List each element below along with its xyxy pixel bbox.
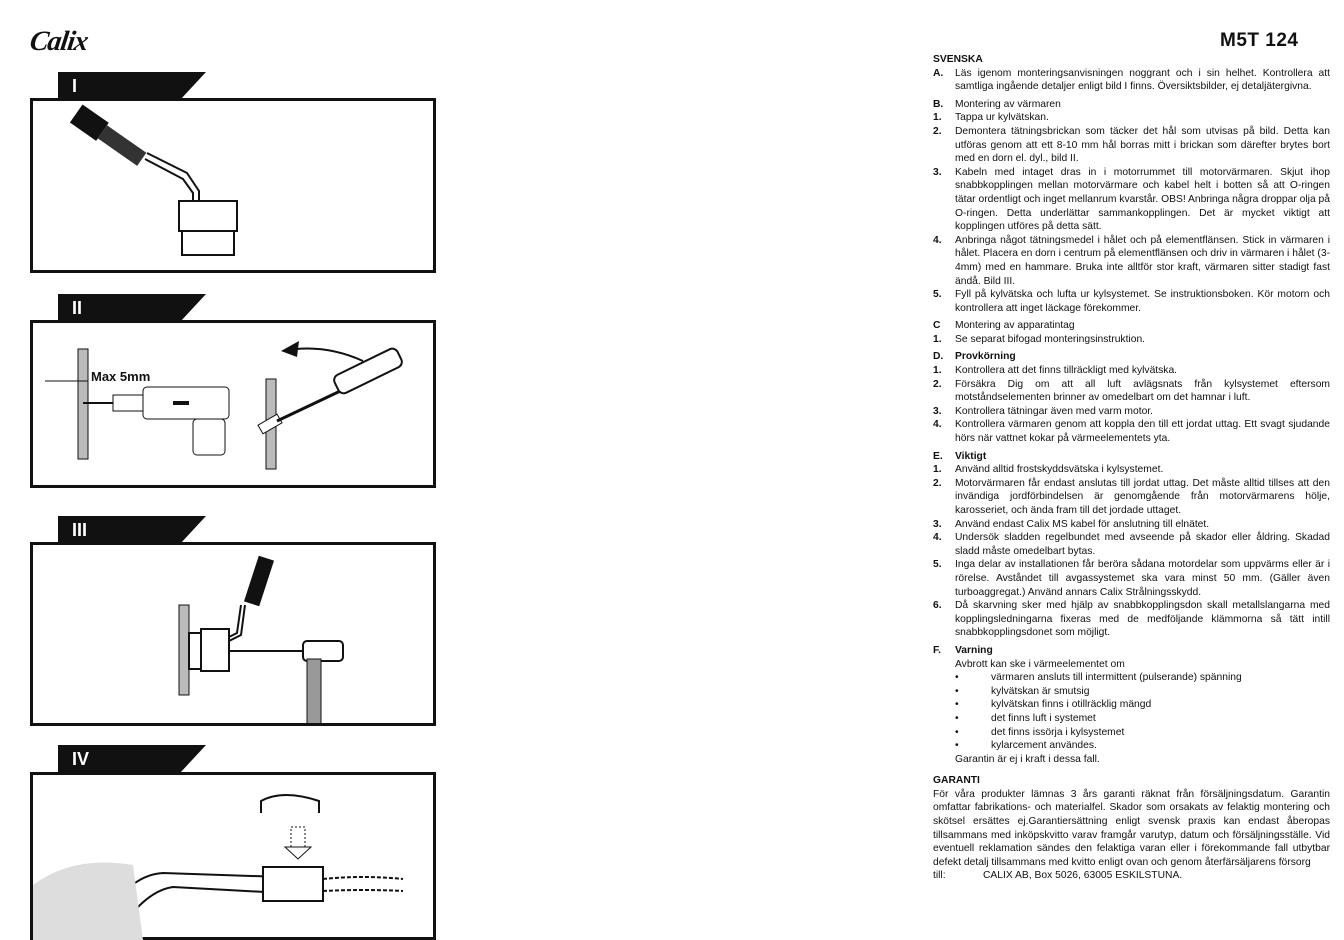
heater-install-illustration (33, 545, 433, 723)
item-text: kylarcement användes. (991, 740, 1097, 752)
item-number: 2. (933, 378, 942, 390)
warranty-address (933, 869, 1330, 883)
list-item (933, 364, 1330, 378)
bullet: • (955, 672, 959, 684)
instruction-text (933, 53, 1330, 883)
item-text: Fyll på kylvätska och lufta ur kylsystemet. Se instruktionsboken. Kör motorn och kontrollera att inget läckage förekommer. (955, 289, 1330, 314)
item-number: 2. (933, 125, 942, 137)
list-item (933, 125, 1330, 166)
list-item (933, 418, 1330, 445)
till-label: till: (933, 870, 946, 882)
list-item (933, 685, 1330, 699)
item-text: Använd alltid frostskyddsvätska i kylsystemet. (955, 464, 1164, 476)
section-key: D. (933, 351, 944, 363)
list-item (933, 234, 1330, 288)
list-item (933, 166, 1330, 234)
item-text: Tappa ur kylvätskan. (955, 112, 1049, 124)
section-title: Viktigt (955, 450, 987, 462)
list-item (933, 111, 1330, 125)
item-number: 1. (933, 333, 942, 345)
section-d-heading (933, 350, 1330, 364)
coupling-clip-illustration (33, 775, 433, 940)
item-text: värmaren ansluts till intermittent (pulserande) spänning (991, 672, 1242, 684)
address-text: CALIX AB, Box 5026, 63005 ESKILSTUNA. (983, 870, 1183, 882)
panel-label-text: IV (72, 749, 90, 769)
item-number: 3. (933, 166, 942, 178)
figure-panel-ii (30, 320, 436, 488)
calix-logo: Calix (27, 26, 90, 57)
list-item (933, 405, 1330, 419)
list-item (933, 378, 1330, 405)
item-number: 5. (933, 289, 942, 301)
list-item (933, 599, 1330, 640)
item-number: 3. (933, 405, 942, 417)
section-text: Läs igenom monteringsanvisningen noggrant och i sin helhet. Kontrollera att samtliga ingående detaljer enligt bild I finns. Översiktsbilder, ej detaljätergivna. (955, 67, 1330, 93)
section-c-heading (933, 319, 1330, 333)
heater-illustration (33, 101, 433, 270)
item-number: 6. (933, 600, 942, 612)
item-text: det finns issörja i kylsystemet (991, 726, 1125, 738)
list-item (933, 333, 1330, 347)
section-title: Varning (955, 644, 993, 656)
item-text: Då skarvning sker med hjälp av snabbkopplingsdon skall metallslangarna med kopplingsledningarna fixeras med de medföljande klämmorna så tätt intill snabbkopplingsdonet som möjligt. (955, 600, 1330, 639)
item-text: Undersök sladden regelbundet med avseende på skador eller åldring. Skadad sladd måste omedelbart bytas. (955, 532, 1330, 557)
max-5mm-annotation: Max 5mm (91, 369, 151, 384)
warranty-text: För våra produkter lämnas 3 års garanti räknat från försäljningsdatum. Garantin omfattar fabrikations- och materialfel. Skador som orsakats av felaktig montering och skötsel ersättes ej.Garantiersättning enligt svensk praxis kan endast åberopas tillsammans med inköpskvitto varav framgår varutyp, datum och försäljningsställe. Vid eventuell reklamation sändes den felaktiga varan eller i förekommande fall utbytbar defekt detalj tillsammans med kvitto enligt ovan och genom återfärsäljarens försorg (933, 788, 1330, 868)
item-text: Kontrollera värmaren genom att koppla den till ett jordat uttag. Ett svagt sjudande hörs när vattnet kokar på värmeelementets yta. (955, 419, 1330, 445)
section-f-heading (933, 644, 1330, 658)
item-number: 4. (933, 532, 942, 544)
list-item (933, 726, 1330, 740)
bullet: • (955, 685, 959, 697)
list-item (933, 698, 1330, 712)
item-text: kylvätskan är smutsig (991, 685, 1090, 697)
item-number: 1. (933, 464, 942, 476)
bullet: • (955, 699, 959, 711)
item-number: 4. (933, 234, 942, 246)
list-item (933, 288, 1330, 315)
list-item (933, 463, 1330, 477)
list-item (933, 477, 1330, 518)
section-key: F. (933, 644, 942, 656)
item-number: 2. (933, 477, 942, 489)
section-title: Provkörning (955, 351, 1016, 363)
warning-intro: Avbrott kan ske i värmeelementet om (955, 658, 1125, 670)
list-item (933, 712, 1330, 726)
bullet: • (955, 740, 959, 752)
item-text: Kontrollera att det finns tillräckligt med kylvätska. (955, 365, 1178, 377)
item-text: Försäkra Dig om att all luft avlägsnats från kylsystemet eftersom motståndselementen brinner av omedelbart om det hamnar i luft. (955, 378, 1330, 404)
section-e-heading (933, 450, 1330, 464)
item-text: det finns luft i systemet (991, 712, 1096, 724)
language-heading: SVENSKA (933, 54, 983, 65)
section-key: C (933, 320, 941, 332)
bullet: • (955, 726, 959, 738)
item-number: 4. (933, 419, 942, 431)
panel-label-text: II (72, 298, 83, 318)
item-number: 1. (933, 365, 942, 377)
section-key: E. (933, 450, 943, 462)
panel-label-text: I (72, 76, 78, 96)
item-text: Se separat bifogad monteringsinstruktion. (955, 333, 1146, 345)
item-text: Anbringa något tätningsmedel i hålet och på elementflänsen. Stick in värmaren i hålet. Placera en dorn i centrum på elementflänsen och driv in värmaren i hålet (3-4mm) med en hammare. Bruka inte alltför stor kraft, värmaren sitter stadigt fast ändå. Bild III. (955, 234, 1330, 287)
item-number: 3. (933, 518, 942, 530)
panel-label-i (58, 72, 180, 100)
item-number: 1. (933, 112, 942, 124)
item-text: Inga delar av installationen får beröra sådana motordelar som uppvärms eller är i rörelse. Avståndet till avgassystemet ska vara minst 50 mm. (Gäller även turboaggregat.) Använd annars Calix Strålningsskydd. (955, 559, 1330, 598)
panel-label-ii (58, 294, 180, 322)
section-key: A. (933, 67, 944, 79)
item-text: Använd endast Calix MS kabel för anslutning till elnätet. (955, 518, 1210, 530)
section-a (933, 67, 1330, 94)
panel-label-text: III (72, 520, 88, 540)
item-text: Demontera tätningsbrickan som täcker det hål som utvisas på bild. Detta kan utföras genom att ett 8-10 mm hål borras mitt i brickan som därefter brytes bort med en dorn el. dyl., bild II. (955, 125, 1330, 165)
list-item (933, 739, 1330, 753)
list-item (933, 671, 1330, 685)
section-title: Montering av värmaren (955, 98, 1061, 110)
list-item (933, 558, 1330, 599)
figure-panel-iv (30, 772, 436, 940)
list-item (933, 518, 1330, 532)
item-text: Motorvärmaren får endast anslutas till jordat uttag. Det måste alltid tillses att den invändiga jordförbindelsen är genomgående från motorvärmarens hölje, karosseriet, och ända fram till det jordade uttaget. (955, 477, 1330, 516)
section-b-heading (933, 98, 1330, 112)
list-item (933, 531, 1330, 558)
item-text: Kontrollera tätningar även med varm motor. (955, 405, 1154, 417)
panel-label-iv (58, 745, 180, 773)
item-number: 5. (933, 559, 942, 571)
figure-panel-iii (30, 542, 436, 726)
item-text: kylvätskan finns i otillräcklig mängd (991, 699, 1152, 711)
section-key: B. (933, 98, 944, 110)
section-title: Montering av apparatintag (955, 320, 1075, 332)
drill-and-punch-illustration (33, 323, 433, 485)
figure-panel-i (30, 98, 436, 273)
item-text: Kabeln med intaget dras in i motorrummet till motorvärmaren. Skjut ihop snabbkopplingen mellan motorvärmare och kabel helt i botten så att O-ringen tätar ordentligt och inget mellanrum kvarstår. OBS! Anbringa några droppar olja på O-ringen. Detta underlättar sammankopplingen. Det är mycket viktigt att kopplingen utföres på detta sätt. (955, 166, 1330, 233)
panel-label-iii (58, 516, 180, 544)
bullet: • (955, 712, 959, 724)
warning-outro: Garantin är ej i kraft i dessa fall. (955, 753, 1100, 765)
model-number: M5T 124 (1220, 30, 1299, 51)
warranty-heading: GARANTI (933, 775, 980, 787)
